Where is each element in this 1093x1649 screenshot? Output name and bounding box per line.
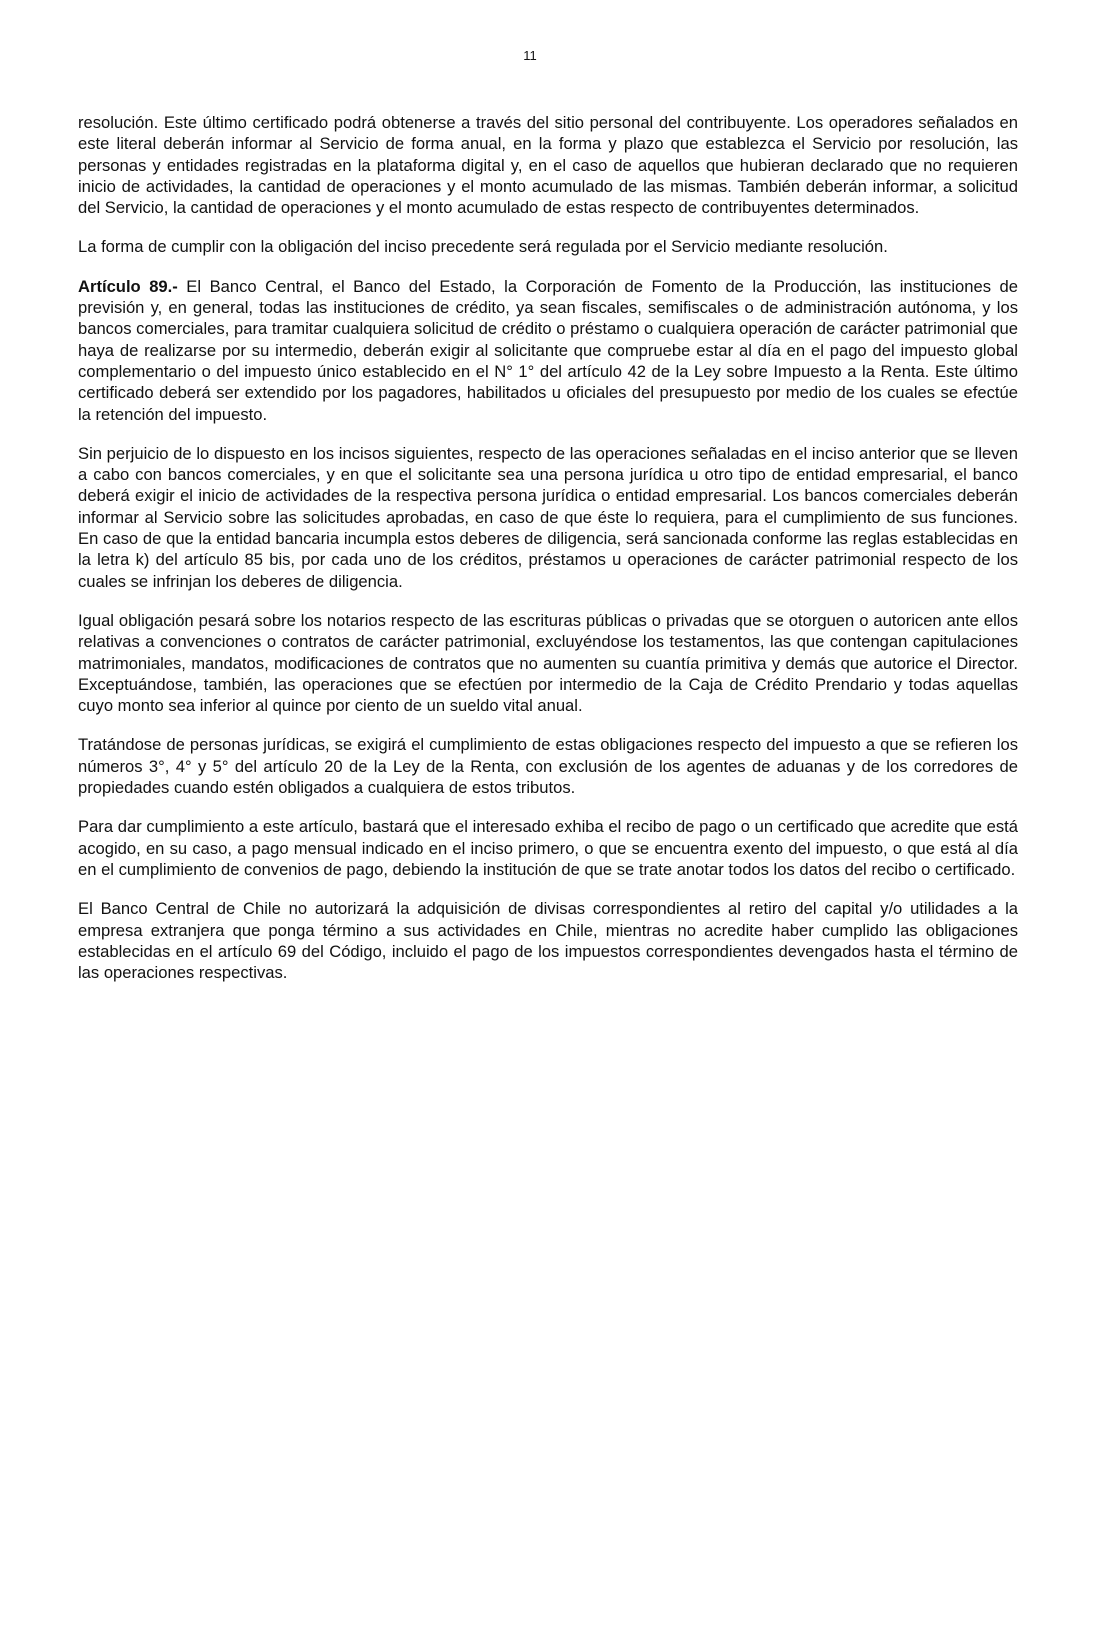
paragraph-text: Igual obligación pesará sobre los notarios respecto de las escrituras públicas o privadas que se otorguen o autoricen ante ellos relativas a convenciones o contratos de carácter patrimonial, excluyéndose los testamentos, las que contengan capitulaciones matrimoniales, mandatos, modificaciones de contratos que no aumenten su cuantía primitiva y demás que autorice el Director. Exceptuándose, también, las operaciones que se efectúen por intermedio de la Caja de Crédito Prendario y todas aquellas cuyo monto sea inferior al quince por ciento de un sueldo vital anual. bbox=[78, 610, 1018, 716]
paragraph-text: resolución. Este último certificado podrá obtenerse a través del sitio personal del contribuyente. Los operadores señalados en este literal deberán informar al Servicio de forma anual, en la forma y plazo que establezca el Servicio por resolución, las personas y entidades registradas en la plataforma digital y, en el caso de aquellos que hubieran declarado que no requieren inicio de actividades, la cantidad de operaciones y el monto acumulado de las mismas. También deberán informar, a solicitud del Servicio, la cantidad de operaciones y el monto acumulado de estas respecto de contribuyentes determinados. bbox=[78, 113, 1018, 218]
paragraph-text: La forma de cumplir con la obligación del inciso precedente será regulada por el Servicio mediante resolución. bbox=[78, 237, 888, 257]
paragraph-text: El Banco Central de Chile no autorizará la adquisición de divisas correspondientes al retiro del capital y/o utilidades a la empresa extranjera que ponga término a sus actividades en Chile, mientras no acredite haber cumplido las obligaciones establecidas en el artículo 69 del Código, incluido el pago de los impuestos correspondientes devengados hasta el término de las operaciones respectivas. bbox=[78, 899, 1018, 983]
paragraph bbox=[78, 112, 1018, 218]
page-number: 11 bbox=[523, 48, 537, 63]
document-body bbox=[78, 112, 1018, 1001]
paragraph bbox=[78, 734, 1018, 798]
paragraph-text: Tratándose de personas jurídicas, se exigirá el cumplimiento de estas obligaciones respecto del impuesto a que se refieren los números 3°, 4° y 5° del artículo 20 de la Ley de la Renta, con exclusión de los agentes de aduanas y de los corredores de propiedades cuando estén obligados a cualquiera de estos tributos. bbox=[78, 735, 1018, 798]
paragraph-text: El Banco Central, el Banco del Estado, la Corporación de Fomento de la Producción, las instituciones de previsión y, en general, todas las instituciones de crédito, ya sean fiscales, semifiscales o de administración autónoma, y los bancos comerciales, para tramitar cualquiera solicitud de crédito o préstamo o cualquiera operación de carácter patrimonial que haya de realizarse por su intermedio, deberán exigir al solicitante que compruebe estar al día en el pago del impuesto global complementario o del impuesto único establecido en el N° 1° del artículo 42 de la Ley sobre Impuesto a la Renta. Este último certificado deberá ser extendido por los pagadores, habilitados u oficiales del presupuesto por medio de los cuales se efectúe la retención del impuesto. bbox=[78, 276, 1018, 424]
paragraph bbox=[78, 443, 1018, 592]
paragraph-text: Sin perjuicio de lo dispuesto en los incisos siguientes, respecto de las operaciones señaladas en el inciso anterior que se lleven a cabo con bancos comerciales, y en que el solicitante sea una persona jurídica u otro tipo de entidad empresarial, el banco deberá exigir el inicio de actividades de la respectiva persona jurídica o entidad empresarial. Los bancos comerciales deberán informar al Servicio sobre las solicitudes aprobadas, en caso de que éste lo requiera, para el cumplimiento de sus funciones. En caso de que la entidad bancaria incumpla estos deberes de diligencia, será sancionada conforme las reglas establecidas en la letra k) del artículo 85 bis, por cada uno de los créditos, préstamos u operaciones de carácter patrimonial respecto de los cuales se infrinjan los deberes de diligencia. bbox=[78, 443, 1018, 591]
paragraph bbox=[78, 816, 1018, 880]
paragraph bbox=[78, 236, 1018, 257]
paragraph-text: Para dar cumplimiento a este artículo, bastará que el interesado exhiba el recibo de pago o un certificado que acredite que está acogido, en su caso, a pago mensual indicado en el inciso primero, o que se encuentra exento del impuesto, o que está al día en el cumplimiento de convenios de pago, debiendo la institución de que se trate anotar todos los datos del recibo o certificado. bbox=[78, 817, 1018, 879]
article-paragraph bbox=[78, 276, 1018, 425]
paragraph bbox=[78, 610, 1018, 716]
paragraph bbox=[78, 898, 1018, 983]
article-label: Artículo 89.- bbox=[78, 276, 178, 296]
